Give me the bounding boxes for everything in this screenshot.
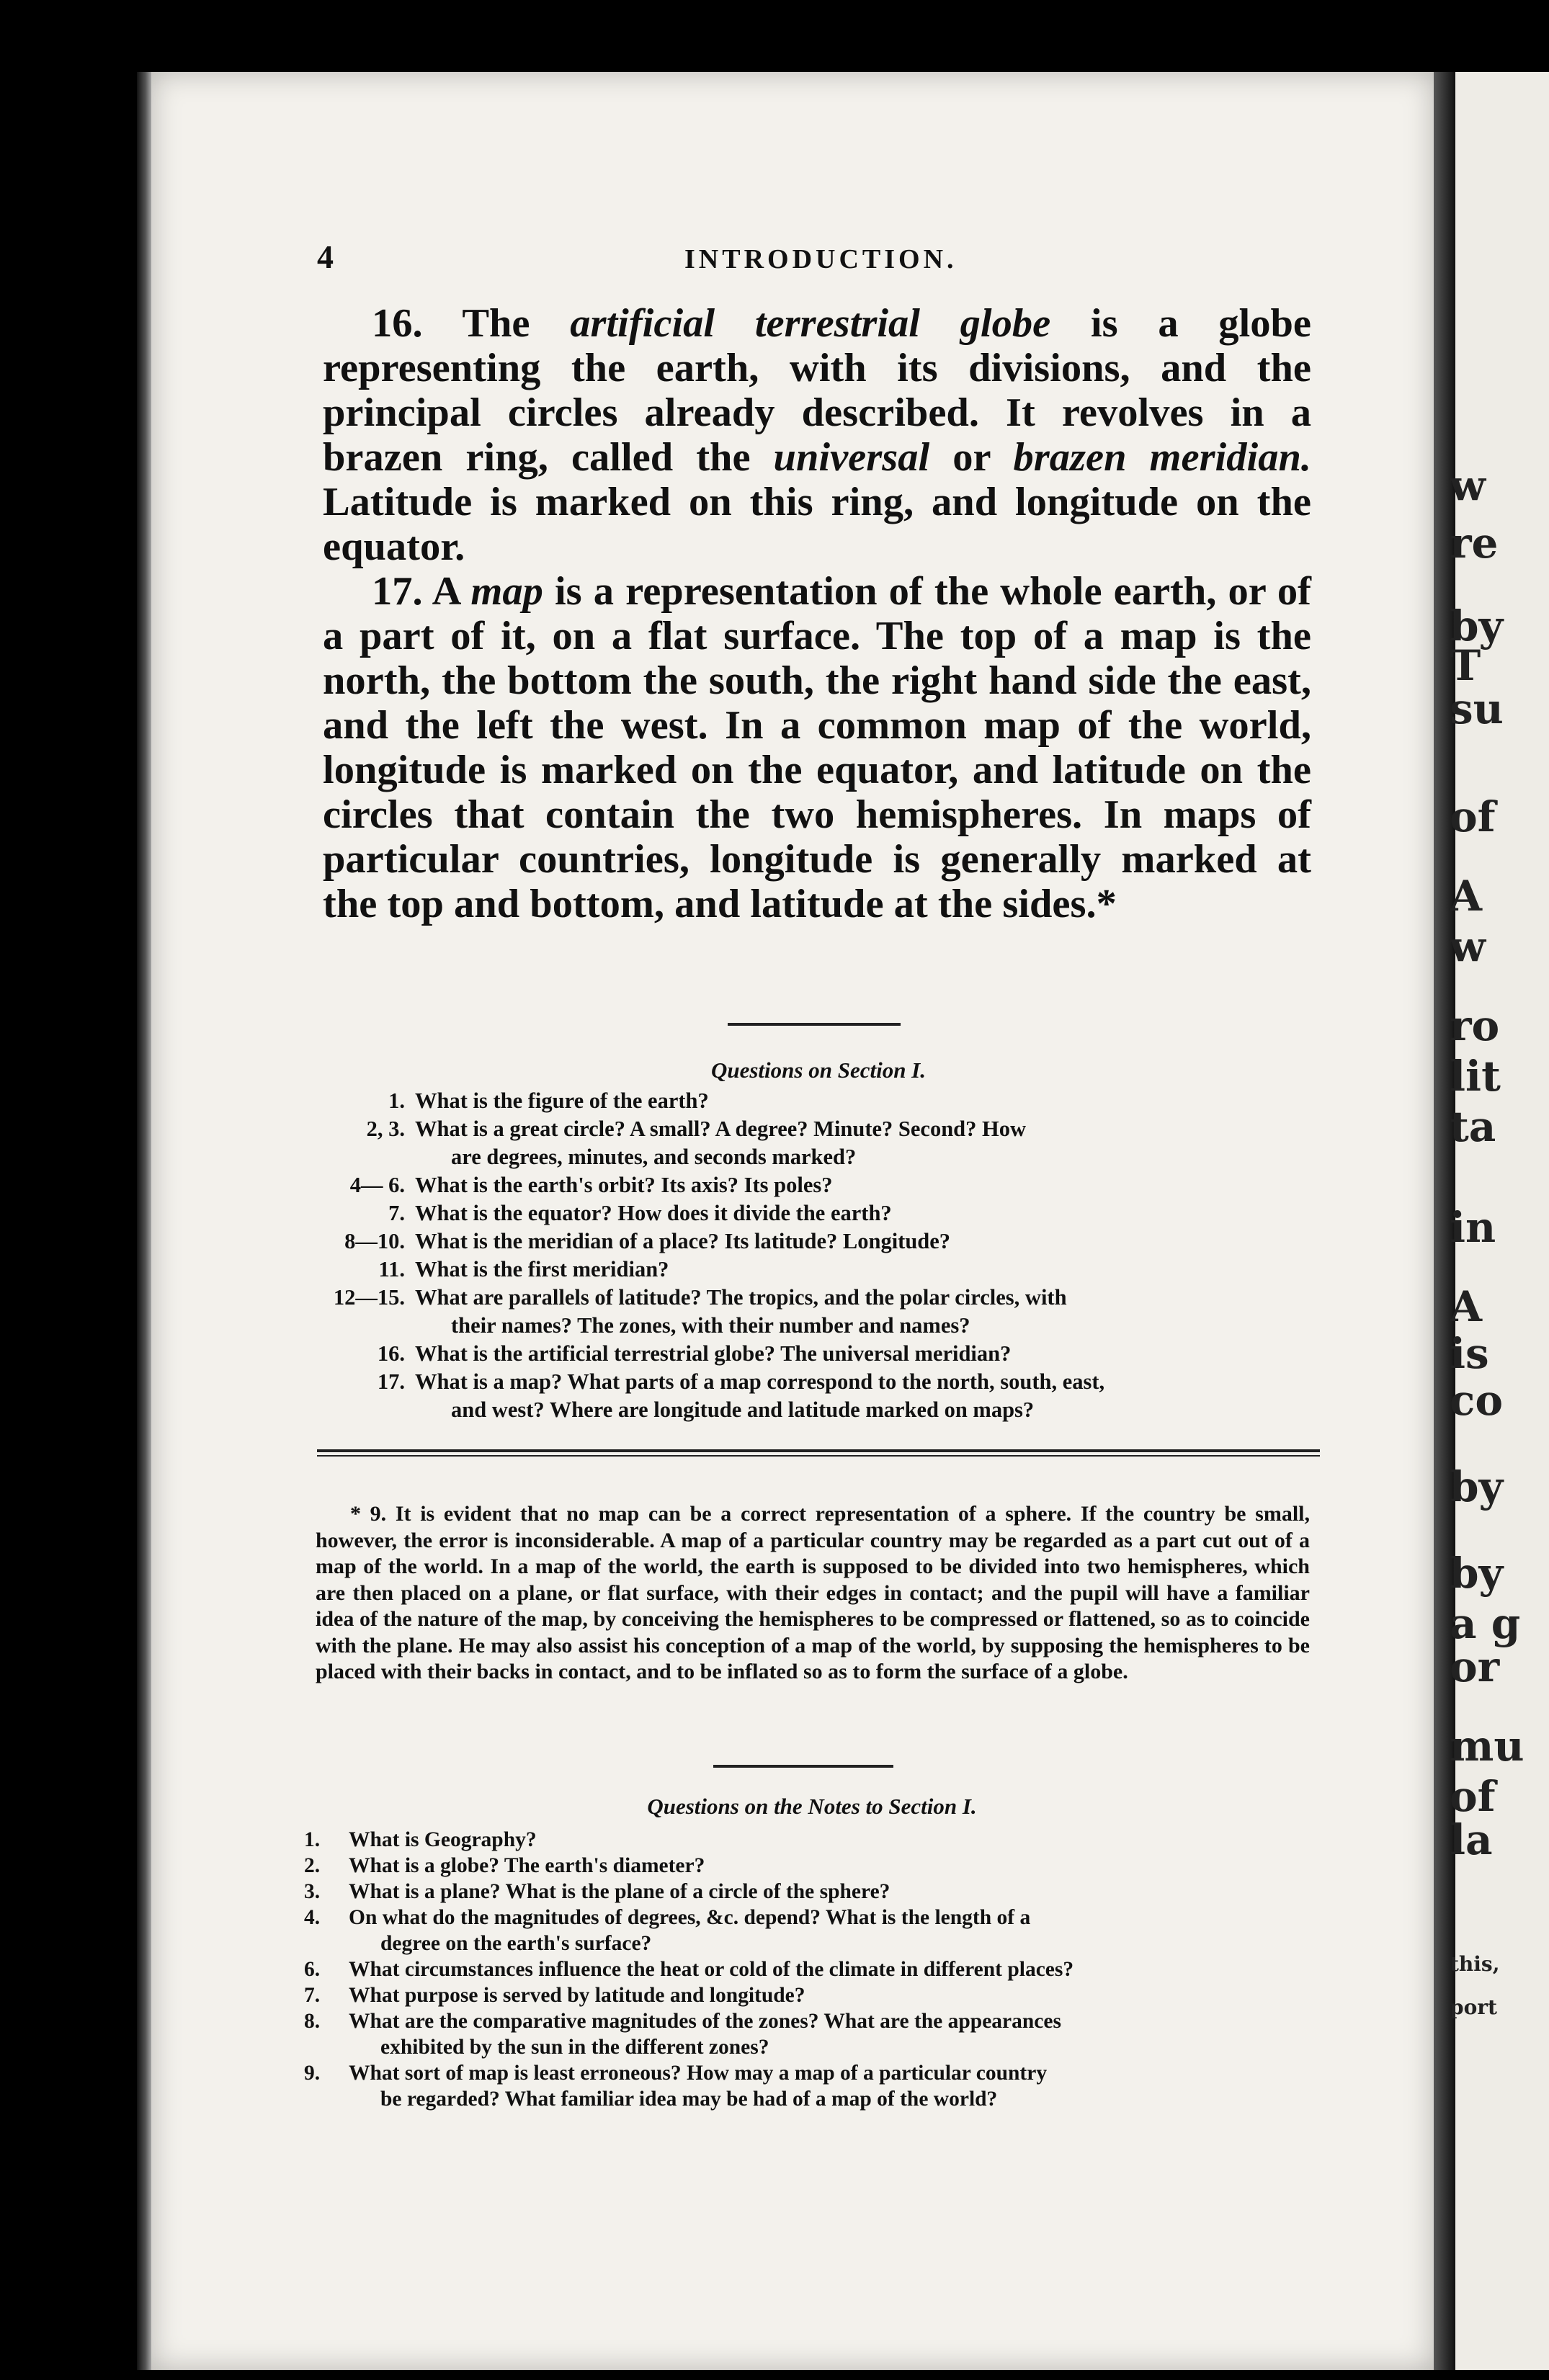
question-text: their names? The zones, with their number and names? [451,1313,970,1338]
facing-page-text: is [1450,1329,1489,1378]
facing-page-text: ro [1450,1001,1500,1050]
footnote-text: * 9. It is evident that no map can be a correct representation of a sphere. If the country be small, however, the error is inconsiderable. A map of a particular country may be regarded as a part cut out of a map of the world. In a map of the world, the earth is supposed to be divided into two hemispheres, which are then placed on a plane, or flat surface, with their edges in contact; and the pupil will have a familiar idea of the nature of the map, by conceiving the hemispheres to be compressed or flattened, so as to coincide with the plane. He may also assist his conception of a map of the world, by supposing the hemispheres to be placed with their backs in contact, and to be inflated so as to form the surface of a globe. [316,1502,1310,1683]
text-run: is a representation of the whole earth, or of a part of it, on a flat surface. The top of a map is the north, the bottom the south, the right hand side the east, and the left the west. In a common map of the world, longitude is marked on the equator, and latitude on the circles that contain the two hemispheres. In maps of particular countries, longitude is generally marked at the top and bottom, and latitude at the sides.* [323,569,1311,926]
notes-questions-list [304,1827,1320,2112]
text-run: 16. The [372,301,571,346]
question-number: 6. [304,1958,321,1981]
question-number: 9. [304,2062,321,2085]
notes-questions [304,1794,1320,2112]
facing-page-text: su [1450,684,1504,733]
question-text: What are the comparative magnitudes of the zones? What are the appearances [349,2010,1061,2033]
italic-term: universal [773,435,930,480]
question-item [329,1227,1308,1256]
page-number: 4 [317,238,334,275]
footnote-separator [317,1449,1320,1457]
question-number: 8—10. [344,1229,405,1253]
question-item [304,1956,1320,1982]
question-text: What is the earth's orbit? Its axis? Its poles? [415,1173,833,1197]
text-run: Latitude is marked on this ring, and longitude on the equator. [323,480,1311,569]
question-item [329,1115,1308,1171]
question-text: What is the equator? How does it divide the earth? [415,1201,892,1225]
facing-page-text: of [1450,1772,1496,1821]
question-text: What is a map? What parts of a map correspond to the north, south, east, [415,1369,1105,1394]
question-text: What is a great circle? A small? A degree? Minute? Second? How [415,1117,1027,1141]
question-number: 2. [304,1854,321,1877]
facing-page-text: mu [1450,1722,1525,1771]
question-item [329,1171,1308,1199]
question-text: degree on the earth's surface? [380,1932,652,1955]
question-text: What is the artificial terrestrial globe? The universal meridian? [415,1341,1012,1366]
question-number: 7. [304,1984,321,2007]
question-number: 2, 3. [366,1117,405,1141]
facing-page-text: A [1450,872,1483,921]
body-text [323,301,1311,926]
question-text: What purpose is served by latitude and longitude? [349,1984,805,2007]
body-paragraph [323,569,1311,926]
question-text: What is a plane? What is the plane of a circle of the sphere? [349,1880,890,1903]
section-divider [728,1023,901,1026]
question-number: 3. [304,1880,321,1903]
question-item [304,1905,1320,1956]
notes-divider [713,1765,893,1768]
facing-page-text: co [1450,1376,1504,1425]
facing-page-text: this, [1450,1952,1500,1976]
facing-page-text: in [1450,1203,1496,1252]
question-text: exhibited by the sun in the different zones? [380,2036,769,2059]
question-text: What is the meridian of a place? Its latitude? Longitude? [415,1229,951,1253]
facing-page-text: by [1450,601,1504,650]
question-text: What are parallels of latitude? The tropics, and the polar circles, with [415,1285,1067,1310]
question-number: 17. [377,1369,405,1394]
facing-page-text: by [1450,1549,1504,1598]
facing-page-text: of [1450,792,1496,841]
text-run: 17. A [372,569,471,614]
question-number: 1. [304,1828,321,1851]
section-questions-list [329,1087,1308,1424]
facing-page-text: by [1450,1462,1504,1511]
question-item [304,1879,1320,1905]
question-number: 7. [388,1201,405,1225]
question-item [304,1827,1320,1853]
question-item [304,1853,1320,1879]
question-text: On what do the magnitudes of degrees, &c. depend? What is the length of a [349,1906,1031,1929]
running-head [317,238,1318,281]
question-item [329,1256,1308,1284]
running-title: INTRODUCTION. [684,244,957,274]
italic-term: brazen meridian. [1013,435,1312,480]
question-text: What is the first meridian? [415,1257,669,1281]
question-item [329,1199,1308,1227]
question-text: What is a globe? The earth's diameter? [349,1854,705,1877]
question-item [304,1982,1320,2008]
question-text: What is the figure of the earth? [415,1088,709,1113]
facing-page-text: ta [1450,1102,1496,1151]
question-text: What sort of map is least erroneous? How may a map of a particular country [349,2062,1048,2085]
facing-page-text: w [1450,461,1486,510]
facing-page-text: w [1450,922,1486,971]
facing-page-text: re [1450,519,1499,568]
question-item [329,1340,1308,1368]
question-item [304,2060,1320,2112]
question-item [329,1368,1308,1424]
question-text: What circumstances influence the heat or cold of the climate in different places? [349,1958,1074,1981]
facing-page-text: lit [1450,1052,1501,1101]
question-item [304,2008,1320,2060]
question-number: 16. [377,1341,405,1366]
question-item [329,1087,1308,1115]
text-run: or [929,435,1014,480]
facing-page-fragment [1450,72,1549,2370]
italic-term: map [470,569,543,614]
question-number: 4— 6. [349,1173,405,1197]
question-text: are degrees, minutes, and seconds marked? [451,1145,857,1169]
question-number: 4. [304,1906,321,1929]
notes-questions-heading: Questions on the Notes to Section I. [647,1794,977,1819]
facing-page-text: T [1450,641,1481,690]
question-number: 11. [378,1257,405,1281]
question-text: be regarded? What familiar idea may be had of a map of the world? [380,2088,998,2111]
question-text: and west? Where are longitude and latitude marked on maps? [451,1397,1035,1422]
question-number: 12—15. [333,1285,405,1310]
question-text: What is Geography? [349,1828,537,1851]
section-questions [329,1056,1308,1424]
facing-page-text: port [1450,1995,1497,2019]
question-number: 8. [304,2010,321,2033]
body-paragraph [323,301,1311,569]
italic-term: artificial terrestrial globe [570,301,1051,346]
text-run: is a globe representing the earth, with its divisions, and the principal circles already described. It revolves in a brazen ring, called the [323,301,1312,480]
facing-page-text: or [1450,1642,1500,1691]
question-item [329,1284,1308,1340]
footnote [316,1501,1310,1686]
section-questions-heading: Questions on Section I. [710,1057,926,1083]
facing-page-text: a g [1450,1599,1521,1648]
facing-page-text: la [1450,1815,1493,1864]
question-number: 1. [388,1088,405,1113]
facing-page-text: A [1450,1282,1483,1331]
